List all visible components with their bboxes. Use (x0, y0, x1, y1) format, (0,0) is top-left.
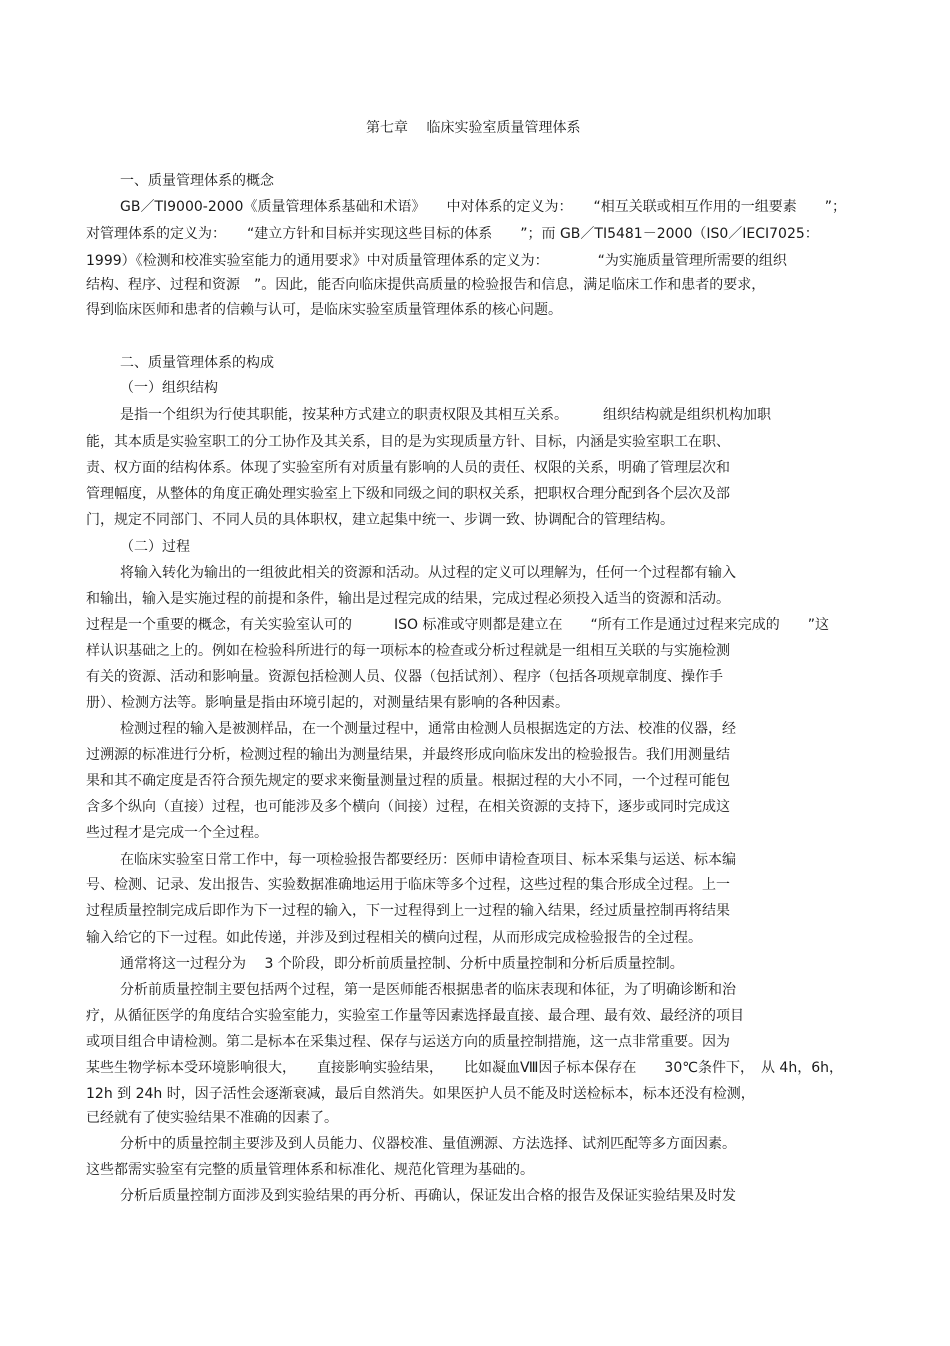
paragraph-line: 结构、程序、过程和资源 ”。因此，能否向临床提供高质量的检验报告和信息，满足临床工作和患者的要求， (86, 277, 766, 293)
paragraph-line: 册）、检测方法等。影响量是指由环境引起的，对测量结果有影响的各种因素。 (86, 695, 569, 711)
paragraph-line: 有关的资源、活动和影响量。资源包括检测人员、仪器（包括试剂）、程序（包括各项规章制度、操作手 (86, 669, 723, 685)
paragraph-line: 门，规定不同部门、不同人员的具体职权，建立起集中统一、步调一致、协调配合的管理结构。 (86, 512, 674, 528)
chapter-title: 第七章 临床实验室质量管理体系 (366, 120, 581, 136)
paragraph-line: 些过程才是完成一个全过程。 (86, 825, 268, 841)
subsection-heading: （二）过程 (120, 539, 190, 555)
paragraph-line: 12h 到 24h 时，因子活性会逐渐衰减，最后自然消失。如果医护人员不能及时送检标本，标本还没有检测， (86, 1086, 755, 1102)
paragraph-line: 号、检测、记录、发出报告、实验数据准确地运用于临床等多个过程，这些过程的集合形成全过程。上一 (86, 877, 730, 893)
paragraph-line: 能，其本质是实验室职工的分工协作及其关系，目的是为实现质量方针、目标，内涵是实验室职工在职、 (86, 434, 730, 450)
paragraph-line: 和输出，输入是实施过程的前提和条件，输出是过程完成的结果，完成过程必须投入适当的资源和活动。 (86, 591, 730, 607)
paragraph-line: 分析后质量控制方面涉及到实验结果的再分析、再确认，保证发出合格的报告及保证实验结果及时发 (120, 1188, 736, 1204)
paragraph-line: 通常将这一过程分为 3 个阶段，即分析前质量控制、分析中质量控制和分析后质量控制。 (120, 956, 684, 972)
paragraph-line: 分析前质量控制主要包括两个过程，第一是医师能否根据患者的临床表现和体征，为了明确诊断和治 (120, 982, 736, 998)
paragraph-line: 疗，从循征医学的角度结合实验室能力，实验室工作量等因素选择最直接、最合理、最有效、最经济的项目 (86, 1008, 744, 1024)
paragraph-line: 1999）《检测和校准实验室能力的通用要求》中对质量管理体系的定义为： “为实施质量管理所需要的组织 (86, 253, 787, 269)
paragraph-line: 将输入转化为输出的一组彼此相关的资源和活动。从过程的定义可以理解为，任何一个过程都有输入 (120, 565, 736, 581)
paragraph-line: 过程质量控制完成后即作为下一过程的输入，下一过程得到上一过程的输入结果，经过质量控制再将结果 (86, 903, 730, 919)
paragraph-line: 过溯源的标准进行分析，检测过程的输出为测量结果，并最终形成向临床发出的检验报告。我们用测量结 (86, 747, 730, 763)
section-heading: 一、质量管理体系的概念 (120, 173, 274, 189)
section-heading: 二、质量管理体系的构成 (120, 355, 274, 371)
paragraph-line: 果和其不确定度是否符合预先规定的要求来衡量测量过程的质量。根据过程的大小不同，一个过程可能包 (86, 773, 730, 789)
paragraph-line: 在临床实验室日常工作中，每一项检验报告都要经历：医师申请检查项目、标本采集与运送、标本编 (120, 852, 736, 868)
paragraph-line: 样认识基础之上的。例如在检验科所进行的每一项标本的检查或分析过程就是一组相互关联的与实施检测 (86, 643, 730, 659)
paragraph-line: GB／TI9000-2000《质量管理体系基础和术语》 中对体系的定义为： “相互关联或相互作用的一组要素 ”； (120, 199, 846, 215)
paragraph-line: 输入给它的下一过程。如此传递，并涉及到过程相关的横向过程，从而形成完成检验报告的全过程。 (86, 930, 702, 946)
paragraph-line: 对管理体系的定义为： “建立方针和目标并实现这些目标的体系 ”；而 GB／TI5481－2000（IS0／IECI7025： (86, 226, 819, 242)
paragraph-line: 分析中的质量控制主要涉及到人员能力、仪器校准、量值溯源、方法选择、试剂匹配等多方面因素。 (120, 1136, 736, 1152)
paragraph-line: 得到临床医师和患者的信赖与认可，是临床实验室质量管理体系的核心问题。 (86, 302, 562, 318)
paragraph-line: 某些生物学标本受环境影响很大， 直接影响实验结果， 比如凝血Ⅷ因子标本保存在 30℃条件下， 从 4h，6h， (86, 1060, 843, 1076)
paragraph-line: 检测过程的输入是被测样品，在一个测量过程中，通常由检测人员根据选定的方法、校准的仪器，经 (120, 721, 736, 737)
paragraph-line: 含多个纵向（直接）过程，也可能涉及多个横向（间接）过程，在相关资源的支持下，逐步或同时完成这 (86, 799, 730, 815)
paragraph-line: 责、权方面的结构体系。体现了实验室所有对质量有影响的人员的责任、权限的关系，明确了管理层次和 (86, 460, 730, 476)
paragraph-line: 已经就有了使实验结果不准确的因素了。 (86, 1110, 338, 1126)
paragraph-line: 或项目组合申请检测。第二是标本在采集过程、保存与运送方向的质量控制措施，这一点非常重要。因为 (86, 1034, 730, 1050)
paragraph-line: 是指一个组织为行使其职能，按某种方式建立的职责权限及其相互关系。 组织结构就是组织机构加职 (120, 407, 771, 423)
paragraph-line: 过程是一个重要的概念，有关实验室认可的 ISO 标准或守则都是建立在 “所有工作是通过过程来完成的 ”这 (86, 617, 829, 633)
paragraph-line: 管理幅度，从整体的角度正确处理实验室上下级和同级之间的职权关系，把职权合理分配到各个层次及部 (86, 486, 730, 502)
subsection-heading: （一）组织结构 (120, 380, 218, 396)
paragraph-line: 这些都需实验室有完整的质量管理体系和标准化、规范化管理为基础的。 (86, 1162, 534, 1178)
